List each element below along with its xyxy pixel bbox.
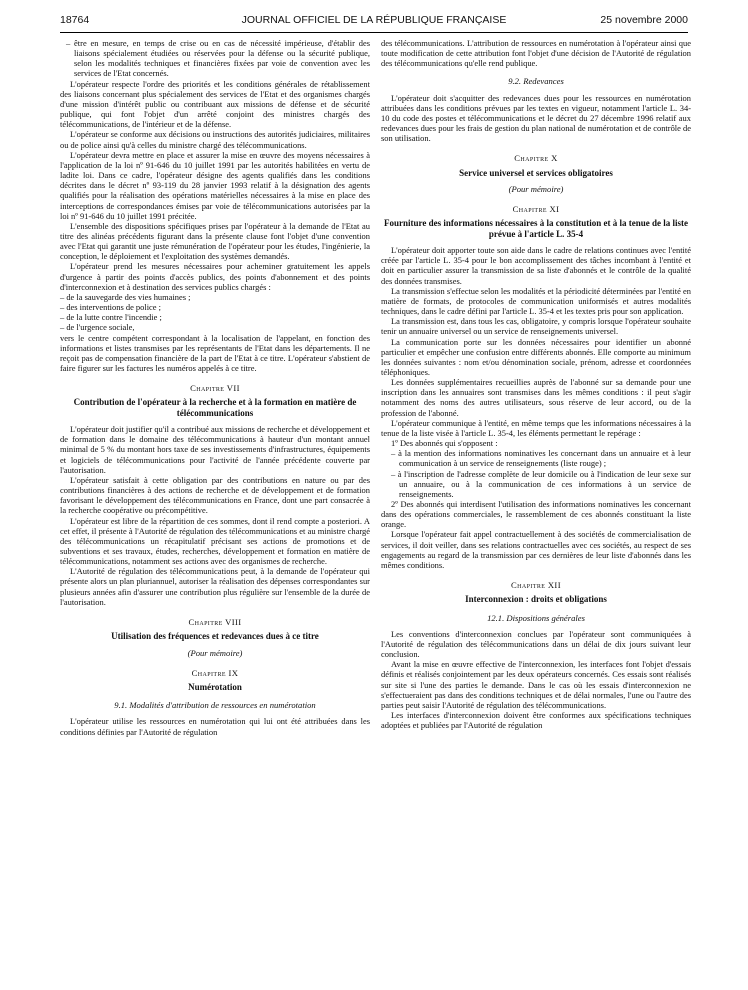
chapter-title: Contribution de l'opérateur à la recherche et à la formation en matière de télécommunications bbox=[73, 397, 357, 418]
paragraph: L'opérateur respecte l'ordre des priorités et les conditions générales de rétablissement des liaisons concernant plus spécialement des services de l'Etat et des organismes chargés d'une mission d'intérêt public ou contribuant aux missions de défense et de sécurité publique, qui font l'objet d'un arrêté conjoint des ministres chargés des télécommunications, de l'intérieur et de la défense. bbox=[60, 78, 370, 130]
paragraph: L'opérateur satisfait à cette obligation par des contributions en nature ou par des contributions financières à des actions de recherche et de développement et de formation favorisant le développement des télécommunications en France, dont une part consacrée à la recherche coopérative ou précompétitive. bbox=[60, 474, 370, 516]
left-column bbox=[60, 38, 370, 737]
paragraph: La communication porte sur les données nécessaires pour identifier un abonné particulier et empêcher une confusion entre différents abonnés. Elle comporte au minimum les données suivantes : nom et/ou dénomination sociale, prénom, adresse et coordonnées téléphoniques. bbox=[381, 336, 691, 377]
page-header bbox=[60, 14, 688, 30]
paragraph: L'Autorité de régulation des télécommunications peut, à la demande de l'opérateur qui présente alors un plan pluriannuel, autoriser la réalisation des dépenses correspondantes sur plusieurs années afin d'assurer une contribution plus régulière sur l'ensemble de la durée de l'autorisation. bbox=[60, 566, 370, 607]
list-item: – de l'urgence sociale, bbox=[60, 322, 135, 333]
chapter-note: (Pour mémoire) bbox=[187, 647, 243, 658]
paragraph: L'opérateur se conforme aux décisions ou instructions des autorités judiciaires, militaires ou de police ainsi qu'à celles du ministre chargé des télécommunications. bbox=[60, 129, 370, 150]
page-number: 18764 bbox=[60, 14, 90, 26]
paragraph: Les conventions d'interconnexion conclues par l'opérateur sont communiquées à l'Autorité de régulation des télécommunications dans un délai de dix jours suivant leur conclusion. bbox=[381, 628, 691, 660]
right-column bbox=[381, 38, 691, 730]
chapter-heading: Chapitre VII bbox=[190, 383, 240, 394]
paragraph: Lorsque l'opérateur fait appel contractuellement à des sociétés de commercialisation de services, il doit veiller, dans ses relations contractuelles avec ces sociétés, au respect de ses engagements au regard de la transmission par ces dernières de leur liste d'abonnés dans les mêmes conditions. bbox=[381, 529, 691, 570]
paragraph: L'opérateur doit s'acquitter des redevances dues pour les ressources en numérotation attribuées dans les conditions prévues par les textes en vigueur, notamment l'article L. 34-10 du code des postes et télécommunications et le décret du 27 décembre 1996 relatif aux redevances dues pour les frais de gestion du plan national de numérotation et de contrôle de son utilisation. bbox=[381, 92, 691, 144]
paragraph: L'opérateur devra mettre en place et assurer la mise en œuvre des moyens nécessaires à l'application de la loi nº 91-646 du 10 juillet 1991 par les autorités habilitées en vertu de ladite loi. Dans ce cadre, l'opérateur désigne des agents qualifiés dans les conditions décrites dans le décret nº 93-119 du 28 janvier 1993 relatif à la désignation des agents qualifiés pour la réalisation des opérations matérielles nécessaires à la mise en place des interceptions de correspondances émises par voie de télécommunications autorisées par la loi nº 91-646 du 10 juillet 1991 précitée. bbox=[60, 149, 370, 221]
paragraph: Avant la mise en œuvre effective de l'interconnexion, les interfaces font l'objet d'essais définis et réalisés conjointement par les deux opérateurs concernés. Ces essais sont réalisés sur site si l'une des parties le demande. Dans le cas où les essais d'interconnexion ne s'effectueraient pas dans des conditions techniques et de délai normales, l'une ou l'autre des parties peut saisir l'Autorité de régulation des télécommunications. bbox=[381, 659, 691, 710]
paragraph: L'opérateur doit justifier qu'il a contribué aux missions de recherche et développement et de formation dans le domaine des télécommunications à hauteur d'un montant annuel minimal de 5 % du montant hors taxe de ses investissements d'infrastructures, équipements et logiciels de télécommunications pour l'activité de l'année précédente couverte par l'autorisation. bbox=[60, 424, 370, 475]
chapter-heading: Chapitre XI bbox=[512, 204, 560, 215]
paragraph: Les interfaces d'interconnexion doivent être conformes aux spécifications techniques adoptées et publiées par l'Autorité de régulation bbox=[381, 710, 691, 731]
section-heading: 9.2. Redevances bbox=[508, 76, 564, 87]
paragraph: Les données supplémentaires recueillies auprès de l'abonné sur sa demande pour une inscription dans les annuaires sont transmises dans les mêmes conditions : il peut s'agir notamment des noms des autres utilisateurs, sous réserve de leur accord, ou de la profession de l'abonné. bbox=[381, 377, 691, 418]
chapter-title: Fourniture des informations nécessaires à la constitution et à la tenue de la liste prévue à l'article L. 35-4 bbox=[384, 218, 688, 239]
list-item: – de la lutte contre l'incendie ; bbox=[60, 312, 162, 323]
paragraph: La transmission s'effectue selon les modalités et la périodicité déterminées par l'entité en matière de formats, de protocoles de communication uniformisés et autres modalités techniques, dans le cadre défini par l'article L. 35-4 et les textes pris pour son application. bbox=[381, 285, 691, 317]
paragraph: – être en mesure, en temps de crise ou en cas de nécessité impérieuse, d'établir des liaisons spécialement étudiées ou réservées pour la défense ou la sécurité publique, selon les modalités techniques et financières fixées par voie de convention avec les services de l'Etat concernés. bbox=[66, 38, 370, 79]
paragraph: L'opérateur doit apporter toute son aide dans le cadre de relations continues avec l'entité créée par l'article L. 35-4 pour le bon accomplissement des tâches incombant à l'entité et doit en particulier assurer la transmission de sa liste d'abonnés et le contrôle de la qualité des données transmises. bbox=[381, 245, 691, 286]
paragraph: L'opérateur utilise les ressources en numérotation qui lui ont été attribuées dans les conditions définies par l'Autorité de régulation bbox=[60, 716, 370, 737]
chapter-title: Utilisation des fréquences et redevances dues à ce titre bbox=[111, 631, 319, 642]
chapter-heading: Chapitre XII bbox=[511, 580, 561, 591]
paragraph: L'opérateur est libre de la répartition de ces sommes, dont il rend compte a posteriori. A cet effet, il présente à l'Autorité de régulation des télécommunications et au ministre chargé des télécommunications un récapitulatif précisant ses actions de promotions et de subventions et ses travaux, études, recherches, développement et formation en matière de télécommunications, notamment ses actions avec des organismes de recherche. bbox=[60, 515, 370, 567]
paragraph: L'ensemble des dispositions spécifiques prises par l'opérateur à la demande de l'Etat au titre des alinéas précédents figurant dans la présente clause font l'objet d'une convention avec l'Etat qui garantit une juste rémunération de l'opérateur pour les études, l'ingénierie, la conception, le déploiement et l'exploitation des systèmes demandés. bbox=[60, 220, 370, 262]
paragraph: L'opérateur prend les mesures nécessaires pour acheminer gratuitement les appels d'urgence à partir des points d'accès publics, des points d'abonnement et des points d'interconnexion et à destination des services publics chargés : bbox=[60, 261, 370, 292]
journal-title: JOURNAL OFFICIEL DE LA RÉPUBLIQUE FRANÇAISE bbox=[241, 14, 507, 26]
paragraph: L'opérateur communique à l'entité, en même temps que les informations nécessaires à la tenue de la liste visée à l'article L. 35-4, les éléments permettant le repérage : bbox=[381, 417, 691, 438]
paragraph: 2º Des abonnés qui interdisent l'utilisation des informations nominatives les concernant dans des opérations commerciales, le rassemblement de ces abonnés constituant la liste orange. bbox=[381, 499, 691, 530]
chapter-heading: Chapitre VIII bbox=[188, 616, 242, 627]
paragraph: 1º Des abonnés qui s'opposent : bbox=[391, 438, 498, 449]
chapter-heading: Chapitre X bbox=[514, 153, 558, 164]
list-item: – à la mention des informations nominatives les concernant dans un annuaire et à leur communication à un service de renseignements (liste rouge) ; bbox=[391, 448, 691, 469]
chapter-title: Numérotation bbox=[188, 681, 242, 692]
chapter-title: Service universel et services obligatoires bbox=[459, 167, 613, 178]
section-heading: 12.1. Dispositions générales bbox=[487, 612, 585, 623]
list-item: – à l'inscription de l'adresse complète de leur domicile ou à l'indication de leur sexe sur un annuaire, ou à la communication de ces informations à un service de renseignements. bbox=[391, 468, 691, 499]
list-item: – des interventions de police ; bbox=[60, 302, 161, 313]
section-heading: 9.1. Modalités d'attribution de ressources en numérotation bbox=[114, 700, 316, 711]
chapter-note: (Pour mémoire) bbox=[508, 183, 564, 194]
paragraph: La transmission est, dans tous les cas, obligatoire, y compris lorsque l'opérateur souhaite tenir un annuaire universel ou un service de renseignements universel. bbox=[381, 316, 691, 337]
paragraph: vers le centre compétent correspondant à la localisation de l'appelant, en fonction des informations et listes transmises par les représentants de l'Etat dans les départements. Il ne reçoit pas de compensation financière de la part de l'Etat à ce titre. L'opérateur s'abstient de faire figurer sur les factures les numéros appelés à ce titre. bbox=[60, 332, 370, 373]
chapter-heading: Chapitre IX bbox=[191, 667, 239, 678]
paragraph: des télécommunications. L'attribution de ressources en numérotation à l'opérateur ainsi que toute modification de cette attribution font l'objet d'une décision de l'Autorité de régulation des télécommunications qu'elle rend publique. bbox=[381, 38, 691, 69]
chapter-title: Interconnexion : droits et obligations bbox=[465, 594, 607, 605]
list-item: – de la sauvegarde des vies humaines ; bbox=[60, 291, 191, 302]
header-rule bbox=[60, 32, 688, 33]
issue-date: 25 novembre 2000 bbox=[600, 14, 688, 26]
